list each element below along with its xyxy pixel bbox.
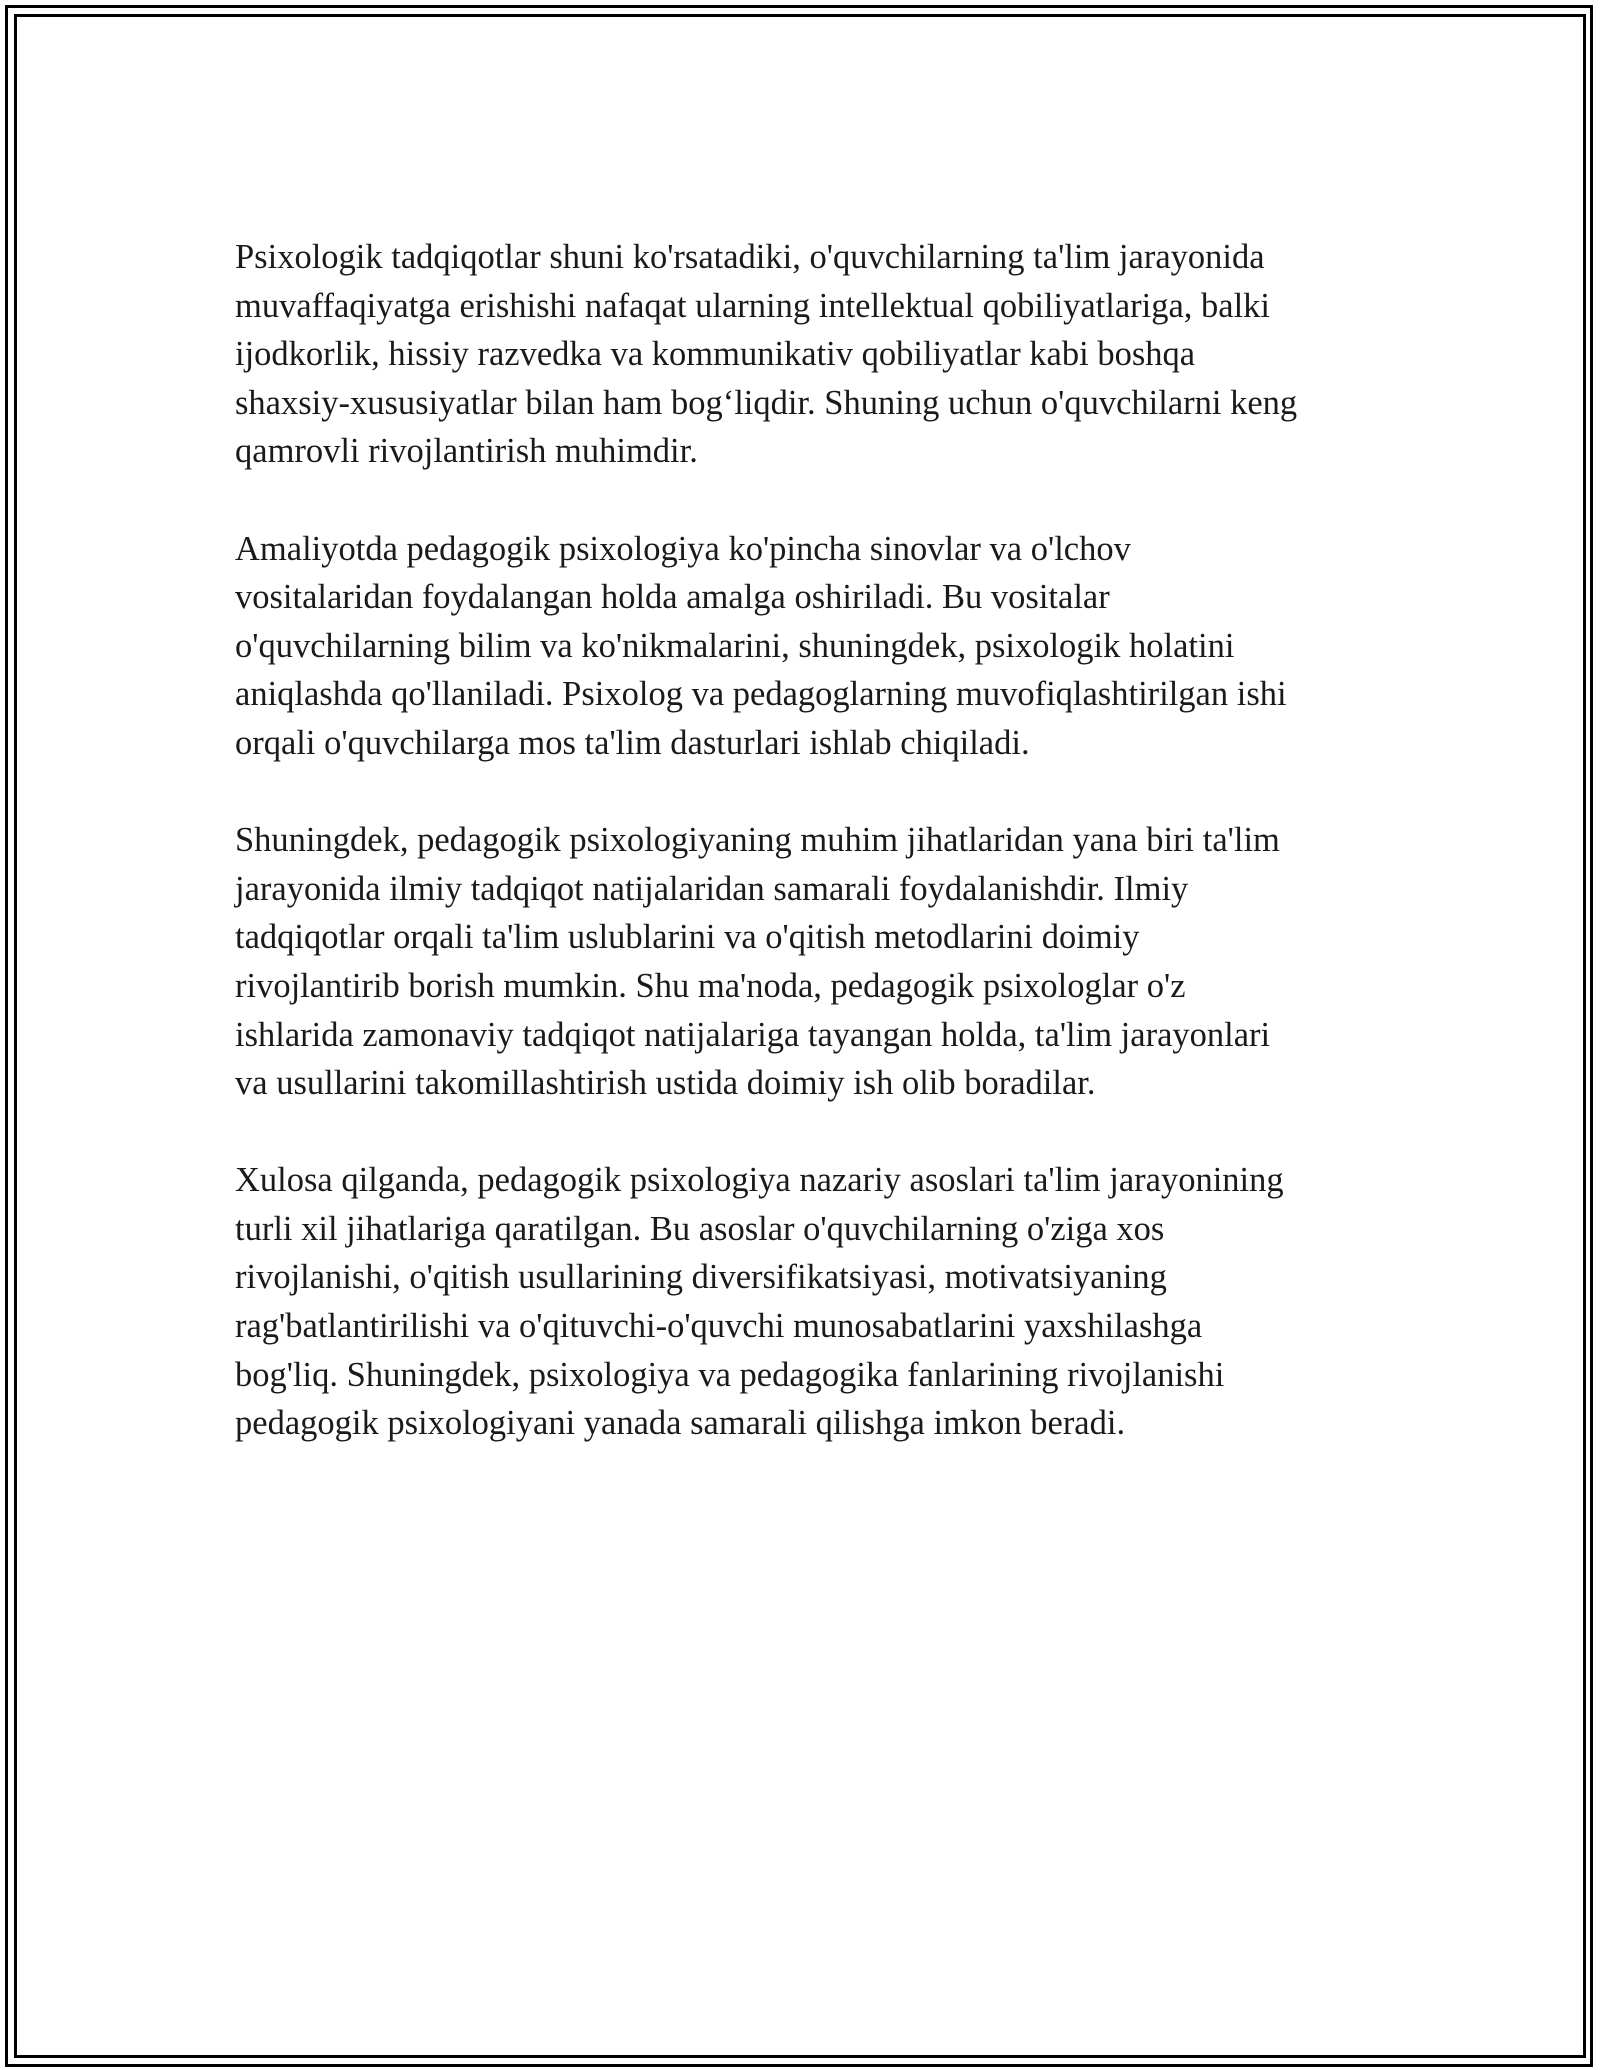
paragraph-line: shaxsiy-xususiyatlar bilan ham bog‘liqdir. Shuning uchun o'quvchilarni keng bbox=[235, 383, 1298, 422]
paragraph-line: muvaffaqiyatga erishishi nafaqat ularning intellektual qobiliyatlariga, balki bbox=[235, 286, 1270, 325]
paragraph-line: Psixologik tadqiqotlar shuni ko'rsatadiki, o'quvchilarning ta'lim jarayonida bbox=[235, 238, 1265, 276]
paragraph-line: jarayonida ilmiy tadqiqot natijalaridan samarali foydalanishdir. Ilmiy bbox=[235, 869, 1189, 908]
paragraph-line: va usullarini takomillashtirish ustida doimiy ish olib boradilar. bbox=[235, 1064, 1096, 1103]
document-body bbox=[235, 233, 1365, 1496]
paragraph-line: qamrovli rivojlantirish muhimdir. bbox=[235, 432, 698, 471]
paragraph-line: ishlarida zamonaviy tadqiqot natijalariga tayangan holda, ta'lim jarayonlari bbox=[235, 1015, 1271, 1054]
paragraph-line: o'quvchilarning bilim va ko'nikmalarini, shuningdek, psixologik holatini bbox=[235, 626, 1235, 665]
paragraph-line: tadqiqotlar orqali ta'lim uslublarini va o'qitish metodlarini doimiy bbox=[235, 918, 1140, 957]
paragraph-line: Xulosa qilganda, pedagogik psixologiya nazariy asoslari ta'lim jarayonining bbox=[235, 1161, 1284, 1200]
paragraph-line: orqali o'quvchilarga mos ta'lim dasturlari ishlab chiqiladi. bbox=[235, 723, 1030, 762]
paragraph-line: rivojlantirib borish mumkin. Shu ma'noda, pedagogik psixologlar o'z bbox=[235, 966, 1186, 1005]
paragraph-1 bbox=[235, 233, 1365, 476]
paragraph-4 bbox=[235, 1156, 1365, 1448]
paragraph-line: bog'liq. Shuningdek, psixologiya va pedagogika fanlarining rivojlanishi bbox=[235, 1355, 1225, 1394]
paragraph-3 bbox=[235, 816, 1365, 1108]
paragraph-line: Amaliyotda pedagogik psixologiya ko'pincha sinovlar va o'lchov bbox=[235, 529, 1131, 568]
paragraph-line: rag'batlantirilishi va o'qituvchi-o'quvchi munosabatlarini yaxshilashga bbox=[235, 1307, 1203, 1346]
paragraph-line: aniqlashda qo'llaniladi. Psixolog va pedagoglarning muvofiqlashtirilgan ishi bbox=[235, 675, 1287, 714]
paragraph-line: pedagogik psixologiyani yanada samarali qilishga imkon beradi. bbox=[235, 1404, 1126, 1443]
paragraph-line: rivojlanishi, o'qitish usullarining diversifikatsiyasi, motivatsiyaning bbox=[235, 1258, 1167, 1297]
paragraph-2 bbox=[235, 525, 1365, 768]
paragraph-line: Shuningdek, pedagogik psixologiyaning muhim jihatlaridan yana biri ta'lim bbox=[235, 821, 1280, 860]
paragraph-line: vositalaridan foydalangan holda amalga oshiriladi. Bu vositalar bbox=[235, 578, 1110, 617]
paragraph-line: ijodkorlik, hissiy razvedka va kommunikativ qobiliyatlar kabi boshqa bbox=[235, 335, 1196, 374]
paragraph-line: turli xil jihatlariga qaratilgan. Bu asoslar o'quvchilarning o'ziga xos bbox=[235, 1209, 1165, 1248]
